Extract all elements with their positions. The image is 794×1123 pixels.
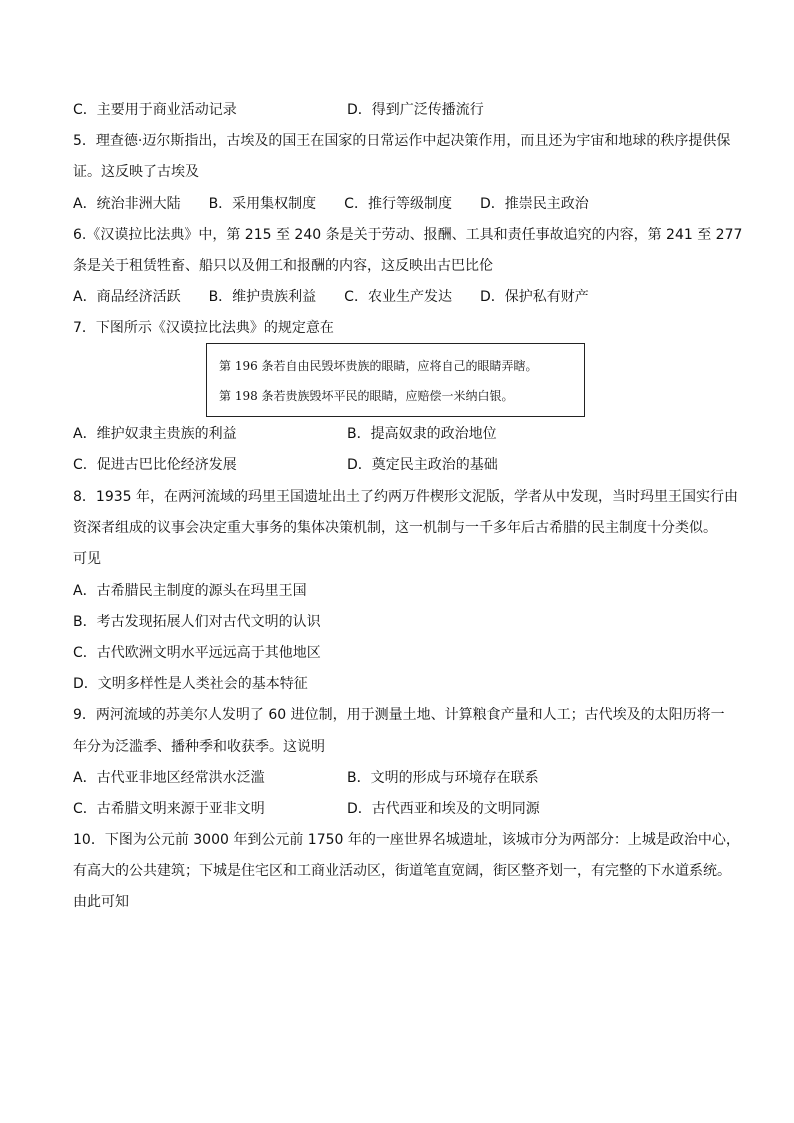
q6-stem-line2: 条是关于租赁牲畜、船只以及佣工和报酬的内容，这反映出古巴比伦	[73, 258, 493, 274]
q10-stem-line3: 由此可知	[73, 894, 129, 910]
q8-stem-line1: 8．1935 年，在两河流域的玛里王国遗址出土了约两万件楔形文泥版，学者从中发现，当时玛里王国实行由	[73, 489, 738, 505]
q7-option-b: B．提高奴隶的政治地位	[347, 426, 497, 442]
q7-law-excerpt-box	[206, 343, 585, 417]
q4-option-d: D．得到广泛传播流行	[347, 102, 484, 118]
q7-option-d: D．奠定民主政治的基础	[347, 457, 498, 473]
q8-stem-line2: 资深者组成的议事会决定重大事务的集体决策机制，这一机制与一千多年后古希腊的民主制度十分类似。	[73, 520, 717, 536]
q6-options: A．商品经济活跃 B．维护贵族利益 C．农业生产发达 D．保护私有财产	[73, 289, 589, 305]
q7-box-line1: 第 196 条若自由民毁坏贵族的眼睛，应将自己的眼睛弄瞎。	[219, 359, 538, 373]
q9-option-c: C．古希腊文明来源于亚非文明	[73, 801, 265, 817]
q7-stem: 7．下图所示《汉谟拉比法典》的规定意在	[73, 320, 334, 336]
q5-stem-line2: 证。这反映了古埃及	[73, 164, 199, 180]
q8-option-b: B．考古发现拓展人们对古代文明的认识	[73, 614, 321, 630]
q9-stem-line2: 年分为泛滥季、播种季和收获季。这说明	[73, 739, 325, 755]
q7-box-line2: 第 198 条若贵族毁坏平民的眼睛，应赔偿一米纳白银。	[219, 389, 514, 403]
q5-stem-line1: 5．理查德·迈尔斯指出，古埃及的国王在国家的日常运作中起决策作用，而且还为宇宙和地球的秩序提供保	[73, 133, 731, 149]
q6-stem-line1: 6.《汉谟拉比法典》中，第 215 至 240 条是关于劳动、报酬、工具和责任事故追究的内容，第 241 至 277	[73, 227, 743, 243]
q4-option-c: C．主要用于商业活动记录	[73, 102, 237, 118]
q9-option-a: A．古代亚非地区经常洪水泛滥	[73, 770, 265, 786]
q8-option-d: D．文明多样性是人类社会的基本特征	[73, 676, 308, 692]
q9-stem-line1: 9．两河流域的苏美尔人发明了 60 进位制，用于测量土地、计算粮食产量和人工；古代埃及的太阳历将一	[73, 707, 725, 723]
q5-options: A．统治非洲大陆 B．采用集权制度 C．推行等级制度 D．推崇民主政治	[73, 196, 589, 212]
q8-option-c: C．古代欧洲文明水平远远高于其他地区	[73, 645, 321, 661]
q8-stem-line3: 可见	[73, 551, 101, 567]
q8-option-a: A．古希腊民主制度的源头在玛里王国	[73, 583, 307, 599]
q10-stem-line2: 有高大的公共建筑；下城是住宅区和工商业活动区，街道笔直宽阔，街区整齐划一，有完整的下水道系统。	[73, 863, 731, 879]
q7-option-c: C．促进古巴比伦经济发展	[73, 457, 237, 473]
q9-option-d: D．古代西亚和埃及的文明同源	[347, 801, 540, 817]
q10-stem-line1: 10．下图为公元前 3000 年到公元前 1750 年的一座世界名城遗址，该城市分为两部分：上城是政治中心，	[73, 832, 740, 848]
q7-option-a: A．维护奴隶主贵族的利益	[73, 426, 237, 442]
q9-option-b: B．文明的形成与环境存在联系	[347, 770, 539, 786]
